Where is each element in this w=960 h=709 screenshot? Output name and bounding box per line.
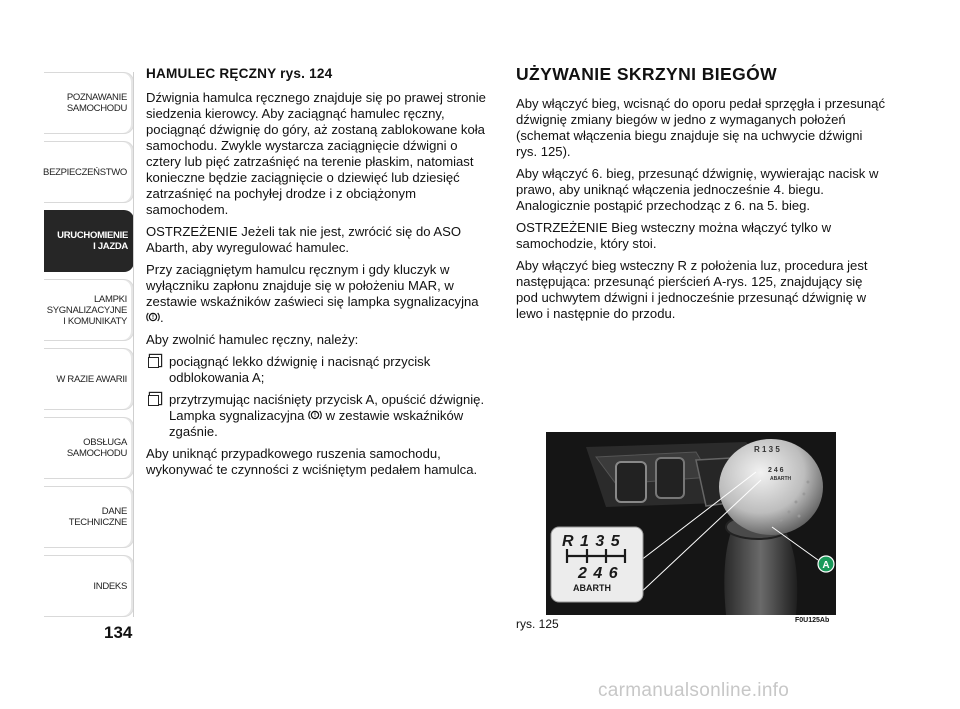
handbrake-warning-icon (146, 311, 160, 323)
tab-w-razie-awarii[interactable] (44, 348, 134, 410)
tab-lampki-sygnalizacyjne[interactable] (44, 279, 134, 341)
section-title: UŻYWANIE SKRZYNI BIEGÓW (516, 64, 778, 84)
page-number: 134 (104, 623, 133, 642)
tab-label: LAMPKI SYGNALIZACYJNE I KOMUNIKATY (46, 293, 127, 327)
tab-uruchomienie-i-jazda[interactable] (44, 210, 134, 272)
gear-shift-illustration (546, 432, 836, 615)
shift-pattern-bottom: 2 4 6 (578, 565, 619, 582)
svg-text:!: ! (152, 315, 154, 322)
paragraph: Dźwignia hamulca ręcznego znajduje się po prawej stronie siedzenia kierowcy. Aby zaciągnąć hamulec ręczny, pociągnąć dźwignię do góry, aż zostaną zablokowane koła samochodu. Zwykle wystarcza zaciągnięcie dźwigni o cztery lub pięć zatrzaśnięć na terenie płaskim, natomiast konieczne będzie zaciągnięcie o dziewięć lub dziesięć zatrzaśnięć na pochyłej drodze i z obciążonym samochodem. (146, 90, 486, 217)
paragraph (146, 262, 496, 326)
knob-pattern-bottom: 2 4 6 (768, 467, 784, 474)
paragraph: Aby włączyć bieg, wcisnąć do oporu pedał sprzęgła i przesunąć dźwignię zmiany biegów w jedno z wymaganych położeń (schemat włączenia biegu znajduje się na uchwycie dźwigni rys. 125). (516, 96, 886, 159)
figure-caption: rys. 125 (516, 617, 559, 631)
figure-code: F0U125Ab (795, 617, 830, 624)
warning-paragraph: OSTRZEŻENIE Jeżeli tak nie jest, zwrócić się do ASO Abarth, aby wyregulować hamulec. (146, 224, 462, 255)
paragraph: Aby uniknąć przypadkowego ruszenia samochodu, wykonywać te czynności z wciśniętym pedałem hamulca. (146, 446, 478, 477)
text: Przy zaciągniętym hamulcu ręcznym i gdy kluczyk w wyłączniku zapłonu znajduje się w położeniu MAR, w zestawie wskaźników zaświeci się lampka sygnalizacyjna (146, 262, 479, 309)
knob-brand: ABARTH (770, 476, 792, 482)
tab-indeks[interactable] (44, 555, 134, 617)
tab-obsluga-samochodu[interactable] (44, 417, 134, 479)
list-item-text: pociągnąć lekko dźwignię i nacisnąć przycisk odblokowania A; (169, 354, 431, 385)
text: . (160, 310, 164, 325)
warning-paragraph: OSTRZEŻENIE Bieg wsteczny można włączyć tylko w samochodzie, który stoi. (516, 220, 832, 251)
tab-label: BEZPIECZEŃSTWO (43, 166, 127, 178)
svg-text:!: ! (314, 413, 317, 420)
text: w zestawie wskaźników zgaśnie. (169, 408, 464, 439)
handbrake-section (146, 66, 496, 484)
text: przytrzymując naciśnięty przycisk A, opuścić dźwignię. Lampka sygnalizacyjna (169, 392, 485, 423)
paragraph: Aby włączyć bieg wsteczny R z położenia luz, procedura jest następująca: przesunąć pierścień A-rys. 125, znajdujący się pod uchwytem dźwigni i jednocześnie przesunąć dźwignię w lewo i następnie do przodu. (516, 258, 868, 321)
tab-poznawanie-samochodu[interactable] (44, 72, 134, 134)
checkbox-bullet-icon (148, 357, 159, 368)
tab-label: INDEKS (93, 580, 127, 592)
watermark: carmanualsonline.info (598, 680, 790, 701)
paragraph: Aby włączyć 6. bieg, przesunąć dźwignię, wywierając nacisk w prawo, aby uniknąć włączenia jednocześnie 4. biegu. Analogicznie postąpić przechodząc z 6. na 5. bieg. (516, 166, 879, 213)
shift-pattern-top: R 1 3 5 (562, 533, 621, 550)
tab-label: POZNAWANIE SAMOCHODU (66, 92, 127, 114)
handbrake-warning-icon (308, 409, 322, 421)
checkbox-bullet-icon (148, 395, 159, 406)
tab-label: DANE TECHNICZNE (68, 506, 127, 528)
paragraph: Aby zwolnić hamulec ręczny, należy: (146, 332, 359, 347)
gear-shift-figure (546, 432, 836, 615)
callout-a-label: A (822, 560, 830, 571)
tab-dane-techniczne[interactable] (44, 486, 134, 548)
tab-label: URUCHOMIENIE I JAZDA (57, 230, 128, 252)
nav-divider (133, 72, 134, 617)
tab-bezpieczenstwo[interactable] (44, 141, 134, 203)
gearbox-section (516, 66, 886, 328)
knob-pattern-top: R 1 3 5 (754, 445, 780, 454)
list-item (146, 392, 496, 440)
tab-label: OBSŁUGA SAMOCHODU (66, 437, 127, 459)
shift-pattern-brand: ABARTH (573, 583, 611, 593)
tab-label: W RAZIE AWARII (56, 373, 127, 385)
list-item (146, 354, 496, 386)
section-heading: HAMULEC RĘCZNY rys. 124 (146, 66, 333, 81)
list-item-text (169, 392, 496, 440)
